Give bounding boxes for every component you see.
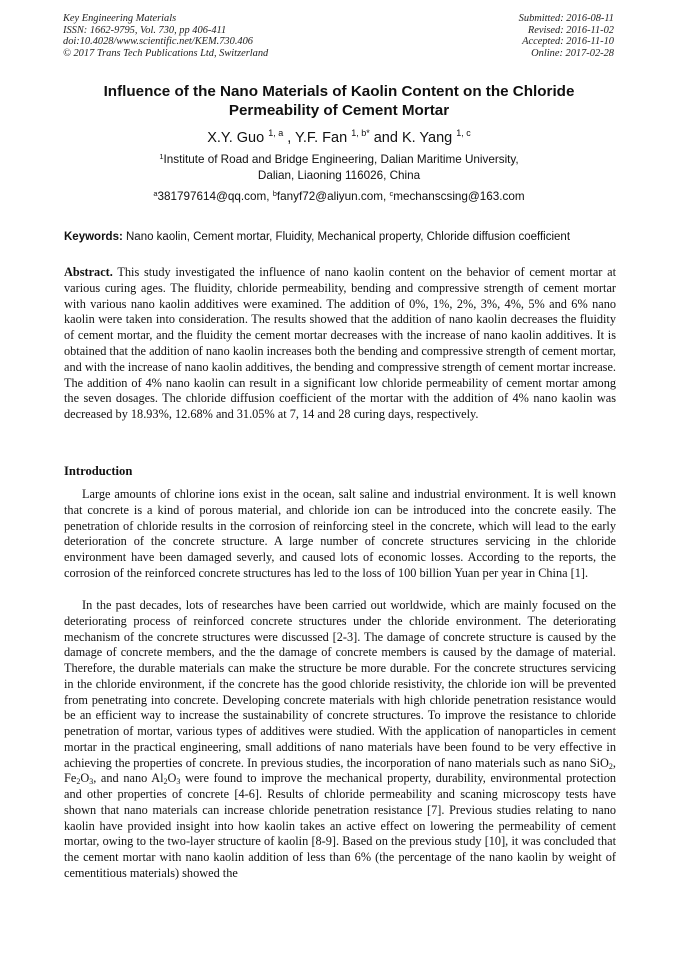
paper-title — [60, 82, 618, 120]
p2-text-a: In the past decades, lots of researches have been carried out worldwide, which are mainly focused on the deteriorating process of reinforced concrete structures under the chloride environment. The deteriorating mechanism of the concrete structures were discussed [2-3]. The damage of concrete structure is caused by the damage of concrete members, and the the damage of concrete members is caused by the damage of material. Therefore, the durable materials can make the structure be more durable. For the concrete structures servicing in the chloride environment, if the concrete has the good chloride resistivity, the chloride ion will be prevented from penetrating into concrete. Developing concrete materials with high chloride penetration resistance would be an efficient way to increase the sustainability of concrete structures. To improve the resistance to chloride penetration of mortar, various types of additives were studied. With the application of nanoparticles in cement mortar in the practical engineering, small additions of nano materials have been found to be very effective in achieving the properties of concrete. In previous studies, the incorporation of nano materials such as nano SiO — [64, 598, 616, 770]
issn: ISSN: 1662-9795, Vol. 730, pp 406-411 — [63, 24, 227, 36]
p2-text-c: O — [80, 771, 90, 786]
email-b-marker: b — [272, 189, 277, 198]
author-2-affil: 1, b* — [351, 128, 370, 138]
affiliation-marker: 1 — [159, 152, 164, 161]
author-emails — [60, 186, 618, 204]
abstract-label: Abstract. — [64, 265, 113, 279]
section-heading-introduction: Introduction — [64, 464, 133, 478]
keywords — [64, 230, 624, 245]
author-3: K. Yang — [401, 130, 453, 146]
intro-paragraph-1: Large amounts of chlorine ions exist in the ocean, salt saline and industrial environment. It is well known that concrete is a kind of porous material, and chloride ion can be introduced into the concrete easily. The penetration of chloride results in the corrosion of reinforcing steel in the concrete, which will lead to the early deterioration of the concrete structure. A large number of concrete structures servicing in the chloride environment have been damaged severly, and caused lots of economic losses. According to the reports, the corrosion of the reinforced concrete structures has led to the loss of 100 billion Yuan per year in China [1]. — [64, 487, 616, 580]
abstract-text: This study investigated the influence of nano kaolin content on the behavior of cement mortar at various curing ages. The fluidity, chloride permeability, bending and compressive strength of cement mortar with various nano kaolin additives were examined. The addition of 0%, 1%, 2%, 3%, 4%, 5% and 6% nano kaolin were taken into consideration. The results showed that the addition of nano kaolin decreases the fluidity of cement mortar, and the fluidity the cement mortar decreases with the increase of nano kaolin additives. It is obtained that the addition of nano kaolin increases both the bending and compressive strength of cement mortar, and with the increase of nano kaolin additives, the bending and compressive strength of cement mortar increase. The addition of 4% nano kaolin can result in a significant low chloride permeability of cement mortar among the seven dosages. The chloride diffusion coefficient of the mortar with the addition of 4% nano kaolin was decreased by 18.93%, 12.68% and 31.05% at 7, 14 and 28 curing days, respectively. — [64, 265, 616, 422]
p2-sub-2: 2 — [76, 777, 81, 787]
email-b[interactable]: fanyf72@aliyun.com, — [276, 190, 390, 203]
email-a-marker: a — [153, 189, 158, 198]
p2-sub-5: 3 — [176, 777, 181, 787]
abstract — [64, 265, 616, 423]
title-line-2: Permeability of Cement Mortar — [228, 102, 450, 119]
copyright: © 2017 Trans Tech Publications Ltd, Switzerland — [63, 47, 269, 59]
affiliation-line-2: Dalian, Liaoning 116026, China — [257, 169, 421, 182]
email-a[interactable]: 381797614@qq.com, — [157, 190, 273, 203]
accepted-date: Accepted: 2016-11-10 — [522, 36, 614, 47]
author-1-affil: 1, a — [268, 128, 284, 138]
author-list — [60, 124, 618, 147]
author-1: X.Y. Guo — [207, 130, 265, 146]
p2-text-d: , and nano Al — [93, 771, 164, 786]
p2-sub-1: 2 — [608, 761, 613, 771]
journal-name: Key Engineering Materials — [63, 13, 177, 24]
revised-date: Revised: 2016-11-02 — [527, 24, 614, 36]
online-date: Online: 2017-02-28 — [531, 47, 614, 59]
p2-text-b: , Fe — [64, 755, 616, 786]
author-sep-2: and — [369, 130, 402, 146]
affiliation — [60, 149, 618, 184]
keywords-text: Nano kaolin, Cement mortar, Fluidity, Mechanical property, Chloride diffusion coefficient — [122, 231, 571, 243]
author-2: Y.F. Fan — [295, 130, 348, 146]
intro-paragraph-2 — [64, 598, 616, 882]
p2-text-f: were found to improve the mechanical property, durability, environmental protection and other properties of concrete [4-6]. Results of chloride permeability and scaning microscopy tests have shown that nano materials can increase chloride penetration resistance [7]. Previous studies relating to nano kaolin have provided insight into how kaolin takes an active effect on lowering the permeability of cement mortar, owing to the two-layer structure of kaolin [8-9]. Based on the previous study [10], it was concluded that the cement mortar with nano kaolin addition of less than 6% (the percentage of the nano kaolin by weight of cementitious materials) showed the — [64, 771, 617, 880]
affiliation-line-1: Institute of Road and Bridge Engineering, Dalian Maritime University, — [163, 153, 519, 166]
dates-header — [519, 13, 614, 59]
submitted-date: Submitted: 2016-08-11 — [518, 13, 614, 24]
p2-sub-3: 3 — [89, 777, 94, 787]
author-3-affil: 1, c — [456, 128, 471, 138]
title-line-1: Influence of the Nano Materials of Kaolin Content on the Chloride — [103, 83, 575, 100]
doi: doi:10.4028/www.scientific.net/KEM.730.406 — [63, 36, 253, 47]
p2-sub-4: 2 — [163, 777, 168, 787]
email-c[interactable]: mechanscsing@163.com — [393, 190, 525, 203]
email-c-marker: c — [389, 189, 394, 198]
author-sep-1: , — [283, 130, 296, 146]
keywords-label: Keywords: — [64, 231, 123, 243]
journal-header — [63, 13, 268, 59]
p2-text-e: O — [167, 771, 177, 786]
